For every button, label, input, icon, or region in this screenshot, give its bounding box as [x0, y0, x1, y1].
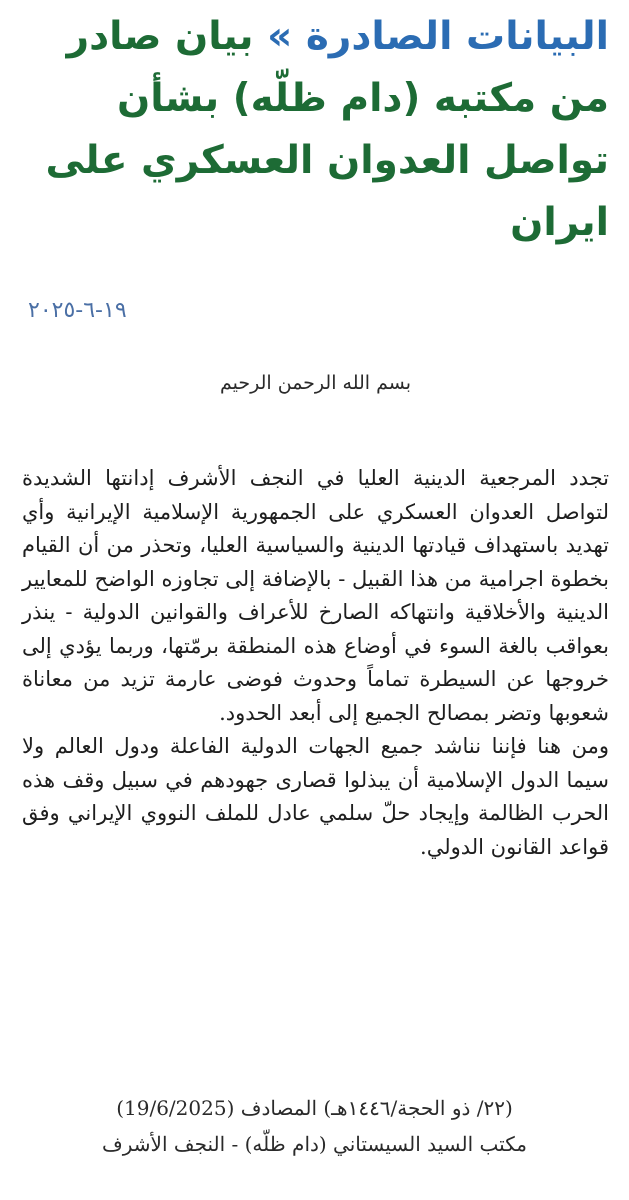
- headline-category-link[interactable]: البيانات الصادرة »: [267, 14, 609, 59]
- statement-headline: [22, 0, 609, 254]
- office-signature: مكتب السيد السيستاني (دام ظلّه) - النجف الأشرف: [102, 1132, 527, 1156]
- publish-date: ١٩-٦-٢٠٢٥: [28, 298, 127, 323]
- hijri-gregorian-date: (٢٢/ ذو الحجة/١٤٤٦هـ) المصادف (19/6/2025): [116, 1096, 513, 1120]
- headline-title: بيان صادر من مكتبه (دام ظلّه) بشأن تواصل العدوان العسكري على ايران: [45, 14, 609, 245]
- statement-paragraph-1: تجدد المرجعية الدينية العليا في النجف الأشرف إدانتها الشديدة لتواصل العدوان العسكري على الجمهورية الإسلامية الإيرانية وأي تهديد باستهداف قيادتها الدينية والسياسية العليا، وتحذر من أن القيام بخطوة اجرامية من هذا القبيل - بالإضافة إلى تجاوزه الواضح للمعايير الدينية والأخلاقية وانتهاكه الصارخ للأعراف والقوانين الدولية - ينذر بعواقب بالغة السوء في أوضاع هذه المنطقة برمّتها، وربما يؤدي إلى خروجها عن السيطرة تماماً وحدوث فوضى عارمة تزيد من معاناة شعوبها وتضر بمصالح الجميع إلى أبعد الحدود.: [22, 466, 609, 725]
- statement-paragraph-2: ومن هنا فإننا نناشد جميع الجهات الدولية الفاعلة ودول العالم ولا سيما الدول الإسلامية أن يبذلوا قصارى جهودهم في سبيل وقف هذه الحرب الظالمة وإيجاد حلّ سلمي عادل للملف النووي الإيراني وفق قواعد القانون الدولي.: [22, 734, 609, 859]
- basmala: بسم الله الرحمن الرحيم: [220, 372, 411, 394]
- statement-footer: [20, 1090, 609, 1162]
- statement-body: [22, 462, 609, 864]
